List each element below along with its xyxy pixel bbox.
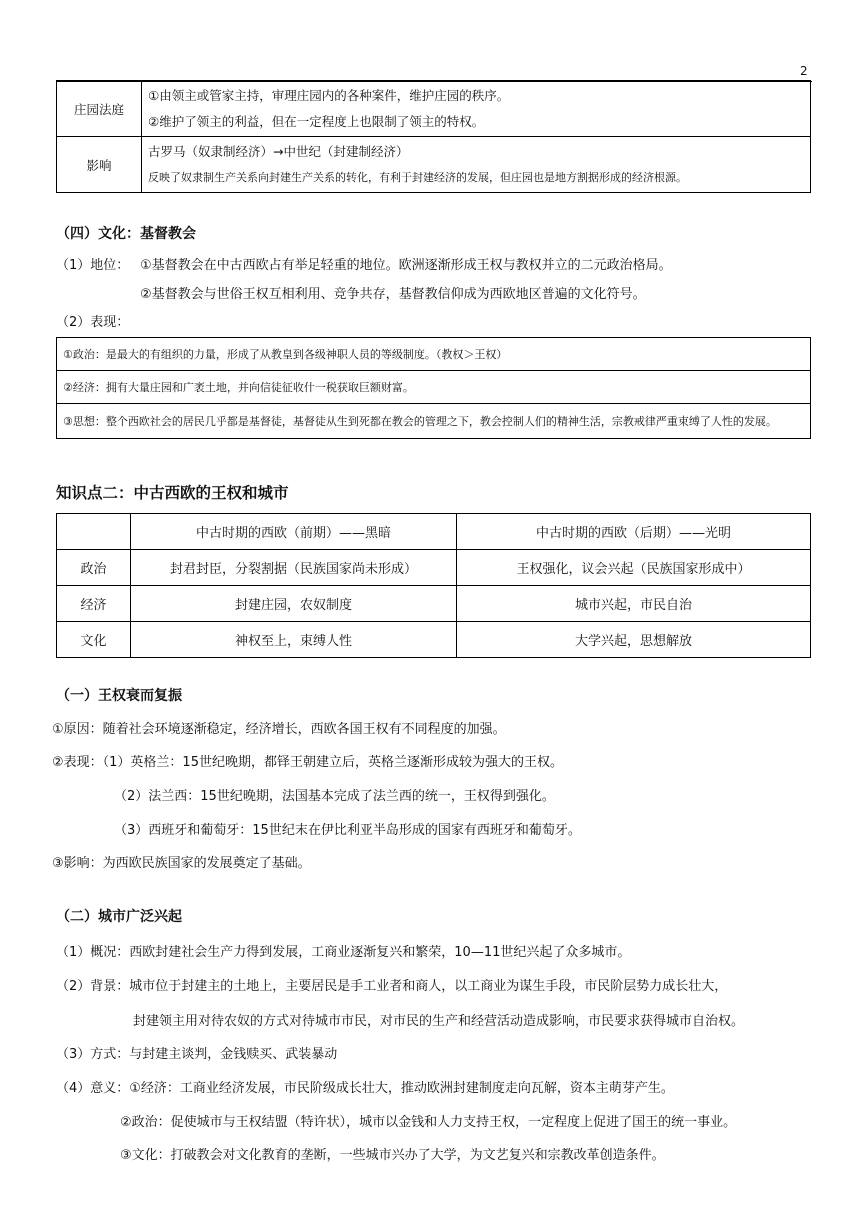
row-label: 庄园法庭 — [57, 81, 142, 137]
table-cell: ②经济：拥有大量庄园和广袤土地，并向信徒征收什一税获取巨额财富。 — [57, 371, 811, 404]
status-line-2: ②基督教会与世俗王权互相利用、竞争共存，基督教信仰成为西欧地区普遍的文化符号。 — [140, 287, 646, 302]
meaning-line-2: ②政治：促使城市与王权结盟（特许状），城市以金钱和人力支持王权，一定程度上促进了国王的统一事业。 — [120, 1115, 737, 1130]
status-label: （1）地位： — [56, 258, 130, 273]
section4-heading: （四）文化：基督教会 — [56, 226, 196, 242]
expression-label: （2）表现： — [56, 315, 130, 330]
comparison-table — [56, 513, 811, 658]
table-row — [57, 137, 811, 193]
section-a-heading: （一）王权衰而复振 — [56, 688, 182, 704]
table-row — [57, 550, 811, 586]
table-cell: 王权强化，议会兴起（民族国家形成中） — [457, 550, 811, 586]
row-content — [142, 81, 811, 137]
meaning-line-1: （4）意义：①经济：工商业经济发展，市民阶级成长壮大，推动欧洲封建制度走向瓦解，资本主萌芽产生。 — [56, 1081, 674, 1096]
cause-line: ①原因：随着社会环境逐渐稳定，经济增长，西欧各国王权有不同程度的加强。 — [52, 722, 506, 737]
content-line: ②维护了领主的利益，但在一定程度上也限制了领主的特权。 — [148, 113, 485, 129]
church-table — [56, 337, 811, 439]
table-cell: 封建庄园，农奴制度 — [131, 586, 457, 622]
table-cell: 中古时期的西欧（前期）——黑暗 — [131, 514, 457, 550]
page-number: 2 — [800, 64, 808, 78]
table-row — [57, 371, 811, 404]
table-cell: 中古时期的西欧（后期）——光明 — [457, 514, 811, 550]
row-content — [142, 137, 811, 193]
table-row — [57, 514, 811, 550]
overview-line: （1）概况：西欧封建社会生产力得到发展，工商业逐渐复兴和繁荣，10—11世纪兴起了众多城市。 — [56, 945, 631, 960]
content-line: 反映了奴隶制生产关系向封建生产关系的转化，有利于封建经济的发展，但庄园也是地方割据形成的经济根源。 — [148, 170, 687, 184]
status-line-1: ①基督教会在中古西欧占有举足轻重的地位。欧洲逐渐形成王权与教权并立的二元政治格局。 — [140, 258, 672, 273]
table-row — [57, 338, 811, 371]
expression-line-2: （2）法兰西：15世纪晚期，法国基本完成了法兰西的统一，王权得到强化。 — [114, 789, 555, 804]
row-label: 影响 — [57, 137, 142, 193]
table-cell: 神权至上，束缚人性 — [131, 622, 457, 658]
table-row — [57, 81, 811, 137]
table-cell: 城市兴起，市民自治 — [457, 586, 811, 622]
method-line: （3）方式：与封建主谈判，金钱赎买、武装暴动 — [56, 1047, 338, 1062]
meaning-line-3: ③文化：打破教会对文化教育的垄断，一些城市兴办了大学，为文艺复兴和宗教改革创造条件。 — [120, 1148, 665, 1163]
table-cell — [57, 514, 131, 550]
background-line-1: （2）背景：城市位于封建主的土地上，主要居民是手工业者和商人，以工商业为谋生手段，市民阶层势力成长壮大， — [56, 979, 728, 994]
table-row — [57, 586, 811, 622]
table-row — [57, 622, 811, 658]
table-cell: 封君封臣，分裂割据（民族国家尚未形成） — [131, 550, 457, 586]
content-line: 古罗马（奴隶制经济）→中世纪（封建制经济） — [148, 143, 409, 159]
table-cell: 政治 — [57, 550, 131, 586]
manor-table — [56, 80, 811, 193]
section-b-heading: （二）城市广泛兴起 — [56, 909, 182, 925]
table-cell: 文化 — [57, 622, 131, 658]
table-row — [57, 404, 811, 439]
background-line-2: 封建领主用对待农奴的方式对待城市市民，对市民的生产和经营活动造成影响，市民要求获得城市自治权。 — [133, 1014, 745, 1029]
table-cell: ③思想：整个西欧社会的居民几乎都是基督徒，基督徒从生到死都在教会的管理之下，教会控制人们的精神生活，宗教戒律严重束缚了人性的发展。 — [57, 404, 811, 439]
table-cell: 大学兴起，思想解放 — [457, 622, 811, 658]
impact-line: ③影响：为西欧民族国家的发展奠定了基础。 — [52, 856, 311, 871]
table-cell: 经济 — [57, 586, 131, 622]
knowledge2-heading: 知识点二：中古西欧的王权和城市 — [56, 484, 289, 502]
content-line: ①由领主或管家主持，审理庄园内的各种案件，维护庄园的秩序。 — [148, 87, 510, 103]
expression-line-1: ②表现：（1）英格兰：15世纪晚期，都铎王朝建立后，英格兰逐渐形成较为强大的王权。 — [52, 755, 563, 770]
table-cell: ①政治：是最大的有组织的力量，形成了从教皇到各级神职人员的等级制度。（教权＞王权） — [57, 338, 811, 371]
expression-line-3: （3）西班牙和葡萄牙：15世纪末在伊比利亚半岛形成的国家有西班牙和葡萄牙。 — [114, 823, 581, 838]
